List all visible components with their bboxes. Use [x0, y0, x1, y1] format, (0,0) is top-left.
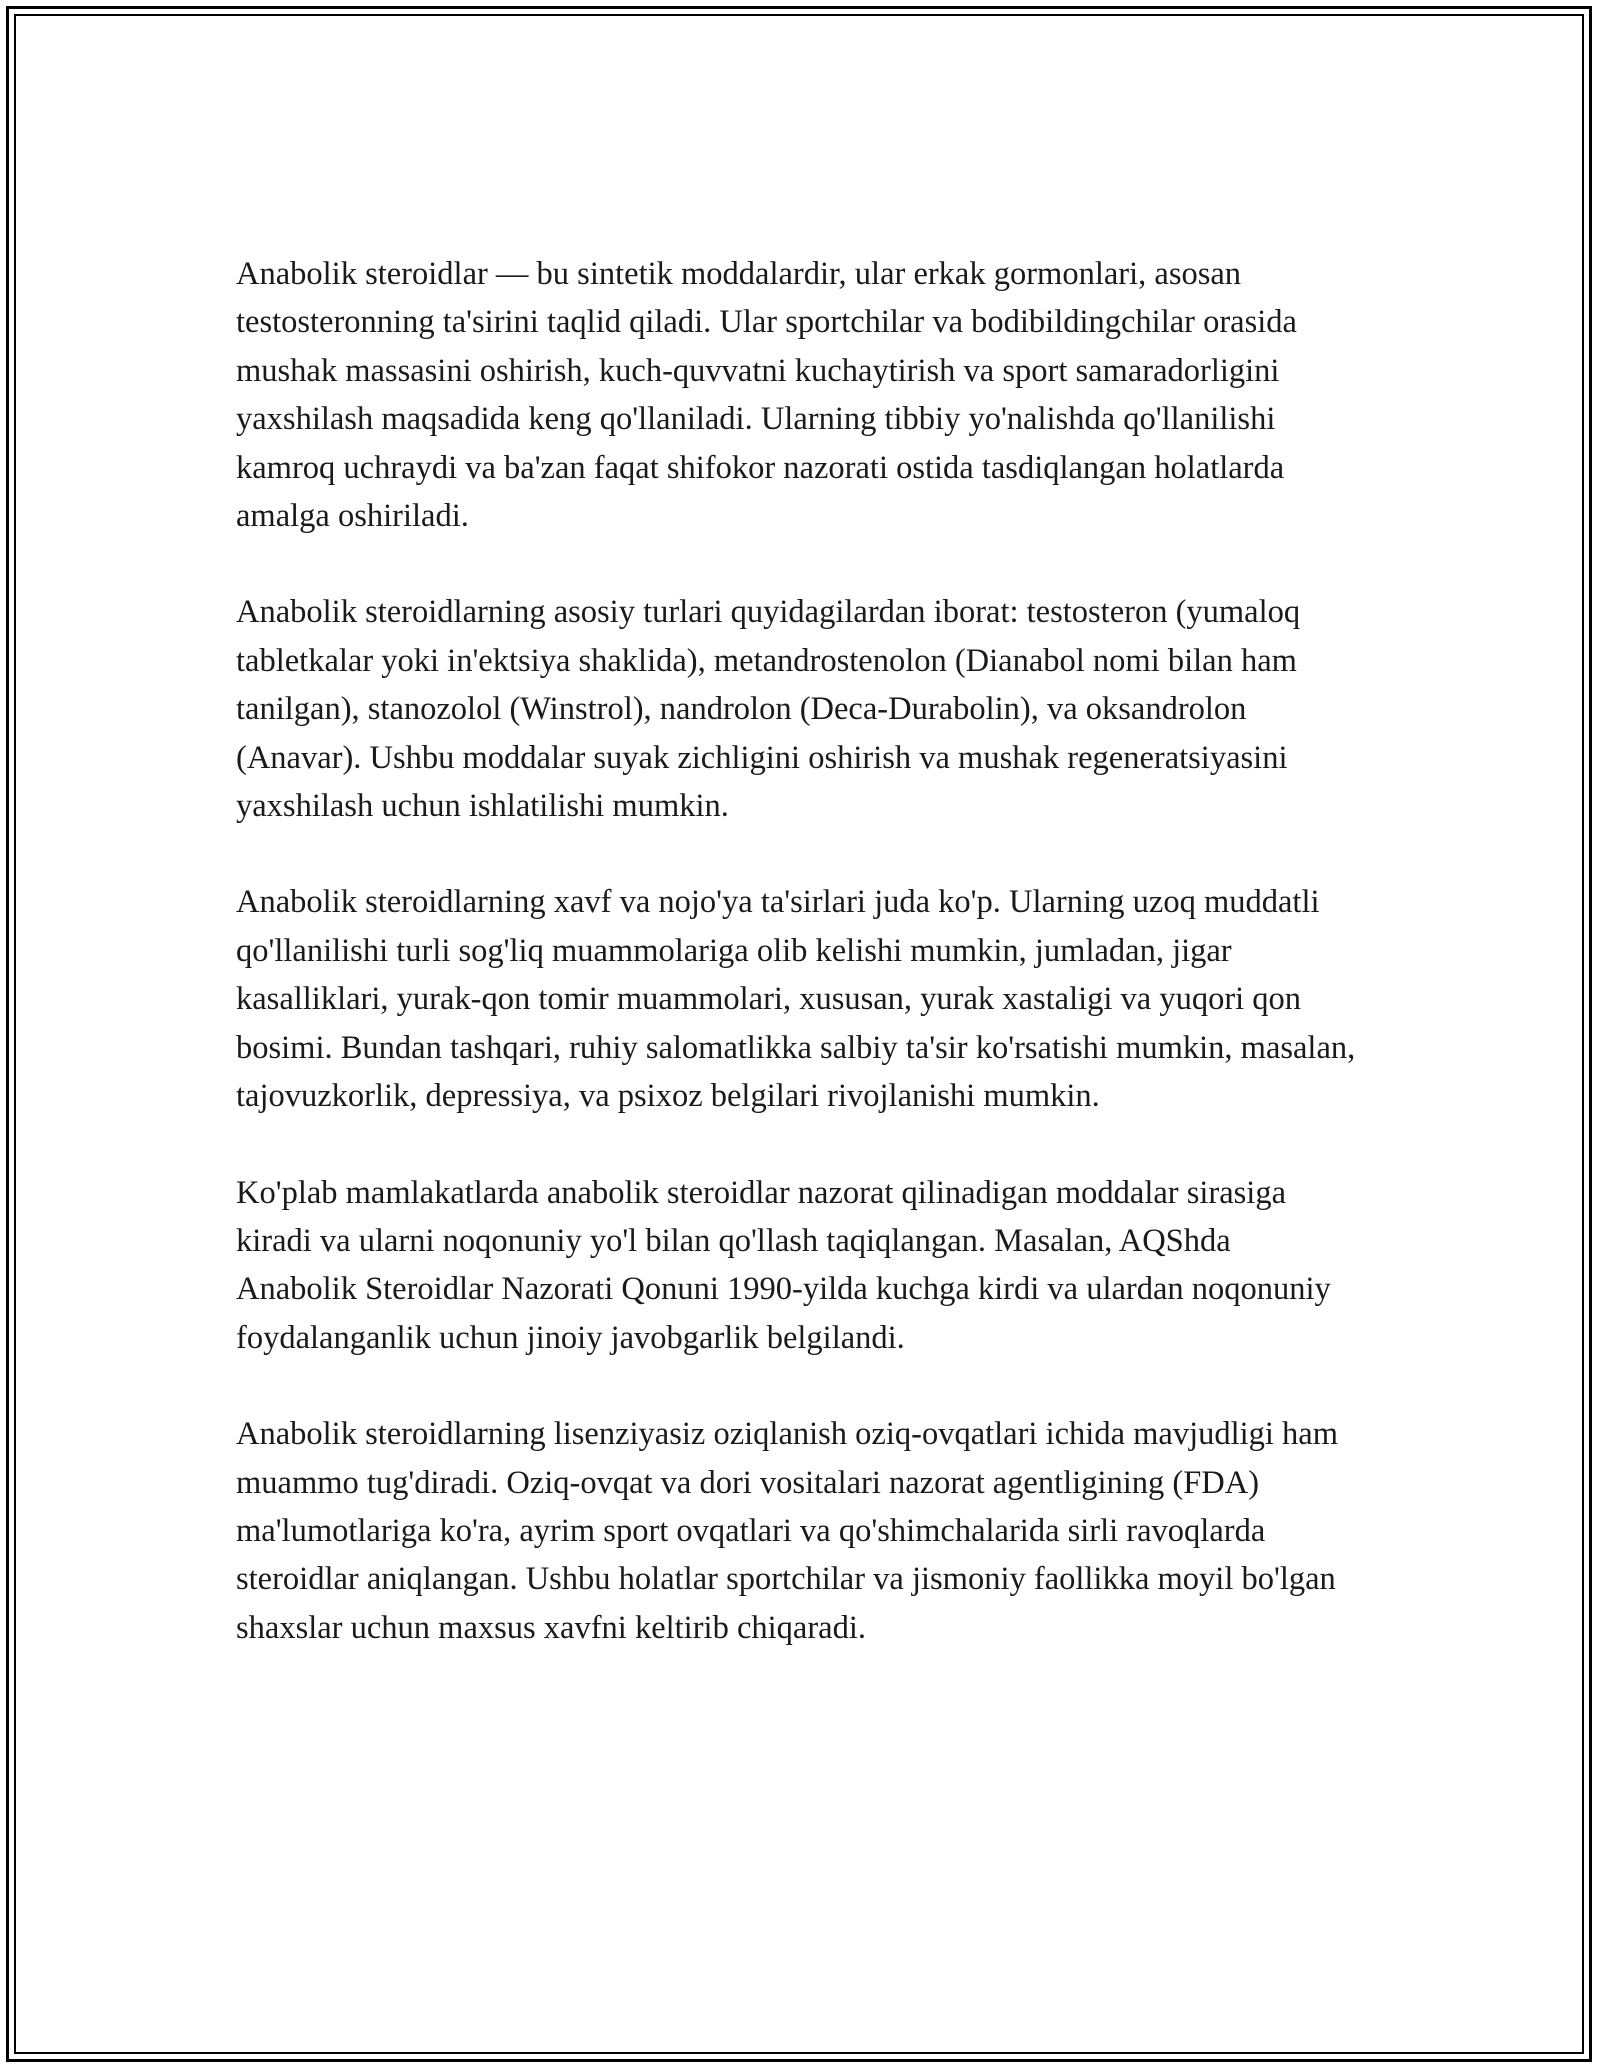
paragraph-4: Ko'plab mamlakatlarda anabolik steroidlar nazorat qilinadigan moddalar sirasiga kiradi va ularni noqonuniy yo'l bilan qo'llash taqiqlangan. Masalan, AQShda Anabolik Steroidlar Nazorati Qonuni 1990-yilda kuchga kirdi va ulardan noqonuniy foydalanganlik uchun jinoiy javobgarlik belgilandi.: [236, 1174, 1331, 1356]
document-body: [236, 250, 1356, 1700]
paragraph-2: Anabolik steroidlarning asosiy turlari quyidagilardan iborat: testosteron (yumaloq tabletkalar yoki in'ektsiya shaklida), metandrostenolon (Dianabol nomi bilan ham tanilgan), stanozolol (Winstrol), nandrolon (Deca-Durabolin), va oksandrolon (Anavar). Ushbu moddalar suyak zichligini oshirish va mushak regeneratsiyasini yaxshilash uchun ishlatilishi mumkin.: [236, 594, 1301, 825]
paragraph-3: Anabolik steroidlarning xavf va nojo'ya ta'sirlari juda ko'p. Ularning uzoq muddatli qo'llanilishi turli sog'liq muammolariga olib kelishi mumkin, jumladan, jigar kasalliklari, yurak-qon tomir muammolari, xususan, yurak xastaligi va yuqori qon bosimi. Bundan tashqari, ruhiy salomatlikka salbiy ta'sir ko'rsatishi mumkin, masalan, tajovuzkorlik, depressiya, va psixoz belgilari rivojlanishi mumkin.: [236, 884, 1356, 1115]
paragraph-5: Anabolik steroidlarning lisenziyasiz oziqlanish oziq-ovqatlari ichida mavjudligi ham muammo tug'diradi. Oziq-ovqat va dori vositalari nazorat agentligining (FDA) ma'lumotlariga ko'ra, ayrim sport ovqatlari va qo'shimchalarida sirli ravoqlarda steroidlar aniqlangan. Ushbu holatlar sportchilar va jismoniy faollikka moyil bo'lgan shaxslar uchun maxsus xavfni keltirib chiqaradi.: [236, 1416, 1339, 1646]
paragraph-1: Anabolik steroidlar — bu sintetik moddalardir, ular erkak gormonlari, asosan testosteronning ta'sirini taqlid qiladi. Ular sportchilar va bodibildingchilar orasida mushak massasini oshirish, kuch-quvvatni kuchaytirish va sport samaradorligini yaxshilash maqsadida keng qo'llaniladi. Ularning tibbiy yo'nalishda qo'llanilishi kamroq uchraydi va ba'zan faqat shifokor nazorati ostida tasdiqlangan holatlarda amalga oshiriladi.: [236, 256, 1297, 535]
